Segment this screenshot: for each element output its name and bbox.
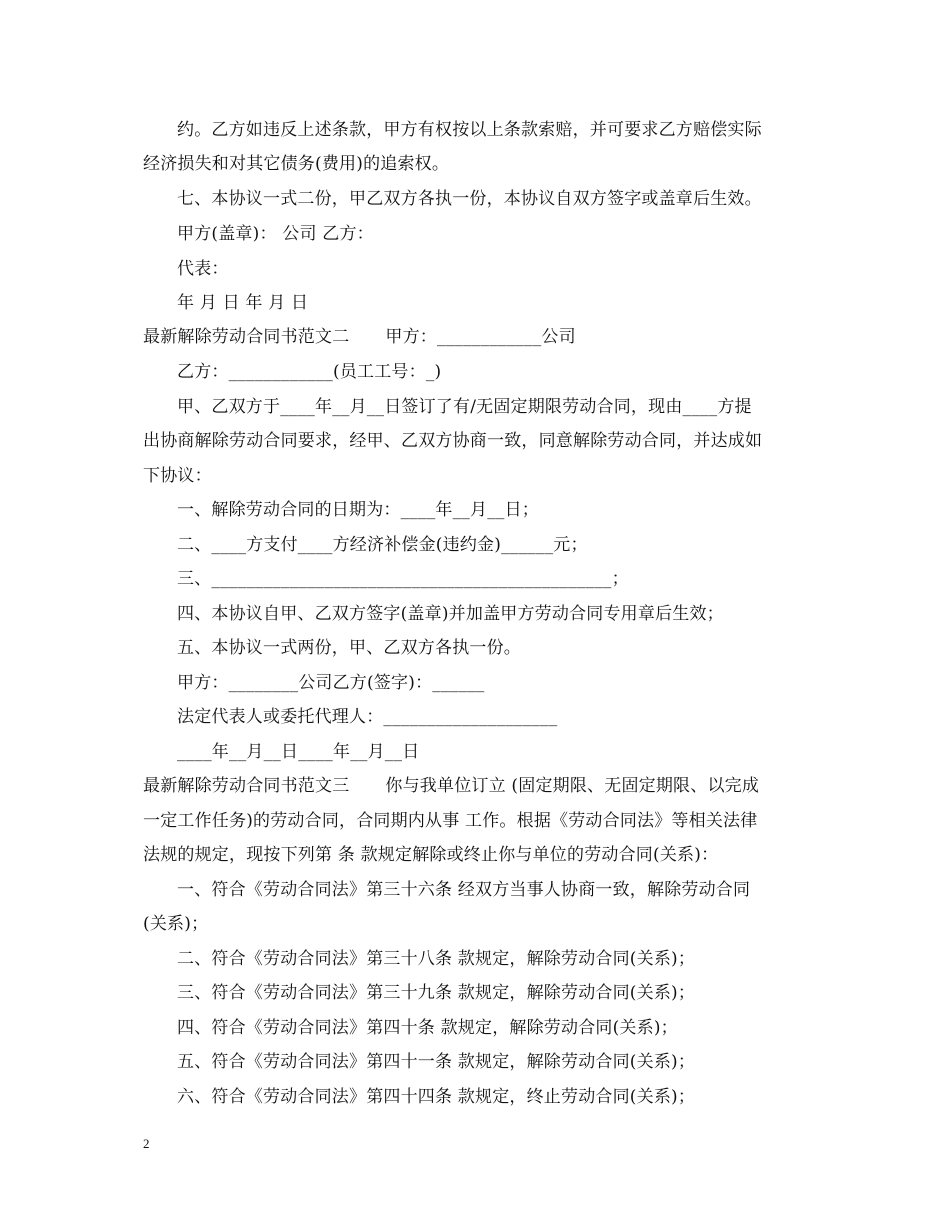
- text-line: 甲、乙双方于____年__月__日签订了有/无固定期限劳动合同，现由____方提: [177, 397, 752, 417]
- text-line: 三、符合《劳动合同法》第三十九条 款规定，解除劳动合同(关系)；: [177, 983, 696, 1003]
- text-line: 法定代表人或委托代理人：____________________: [177, 707, 558, 727]
- text-segment: 你与我单位订立 (固定期限、无固定期限、以完成: [385, 776, 760, 796]
- text-line: 约。乙方如违反上述条款，甲方有权按以上条款索赔，并可要求乙方赔偿实际: [177, 120, 762, 140]
- text-line: 五、本协议一式两份，甲、乙双方各执一份。: [177, 638, 521, 658]
- text-line: 一、符合《劳动合同法》第三十六条 经双方当事人协商一致，解除劳动合同: [177, 880, 751, 900]
- text-line: 乙方：____________(员工工号：_): [177, 362, 442, 382]
- text-line: 一、解除劳动合同的日期为：____年__月__日；: [177, 500, 539, 520]
- text-line: 年 月 日 年 月 日: [177, 293, 309, 313]
- text-line: ____年__月__日____年__月__日: [177, 742, 420, 762]
- text-line: 二、____方支付____方经济补偿金(违约金)______元；: [177, 535, 588, 555]
- text-line: 三、______________________________________________；: [177, 569, 629, 589]
- text-line: 代表：: [177, 259, 229, 279]
- party-a-field: 甲方：____________公司: [385, 327, 576, 347]
- text-line: 甲方：________公司乙方(签字)：______: [177, 673, 485, 693]
- section-heading: 最新解除劳动合同书范文三: [143, 776, 350, 796]
- page-number: 2: [143, 1136, 150, 1151]
- text-line: 七、本协议一式二份，甲乙双方各执一份，本协议自双方签字或盖章后生效。: [177, 189, 762, 209]
- text-line: 六、符合《劳动合同法》第四十四条 款规定，终止劳动合同(关系)；: [177, 1087, 696, 1107]
- text-line: 经济损失和对其它债务(费用)的追索权。: [143, 154, 450, 174]
- text-line: (关系)；: [143, 914, 209, 934]
- text-line: 二、符合《劳动合同法》第三十八条 款规定，解除劳动合同(关系)；: [177, 949, 696, 969]
- section-heading-line: [143, 326, 823, 348]
- text-line: 甲方(盖章)： 公司 乙方：: [177, 224, 374, 244]
- text-line: 下协议：: [143, 466, 212, 486]
- text-line: 法规的规定，现按下列第 条 款规定解除或终止你与单位的劳动合同(关系)：: [143, 845, 719, 865]
- text-line: 五、符合《劳动合同法》第四十一条 款规定，解除劳动合同(关系)；: [177, 1052, 696, 1072]
- section-heading-line: [143, 775, 823, 797]
- text-line: 四、本协议自甲、乙双方签字(盖章)并加盖甲方劳动合同专用章后生效；: [177, 604, 724, 624]
- text-line: 出协商解除劳动合同要求，经甲、乙双方协商一致，同意解除劳动合同，并达成如: [143, 431, 763, 451]
- text-line: 四、符合《劳动合同法》第四十条 款规定，解除劳动合同(关系)；: [177, 1018, 678, 1038]
- text-line: 一定工作任务)的劳动合同，合同期内从事 工作。根据《劳动合同法》等相关法律: [143, 811, 758, 831]
- section-heading: 最新解除劳动合同书范文二: [143, 327, 350, 347]
